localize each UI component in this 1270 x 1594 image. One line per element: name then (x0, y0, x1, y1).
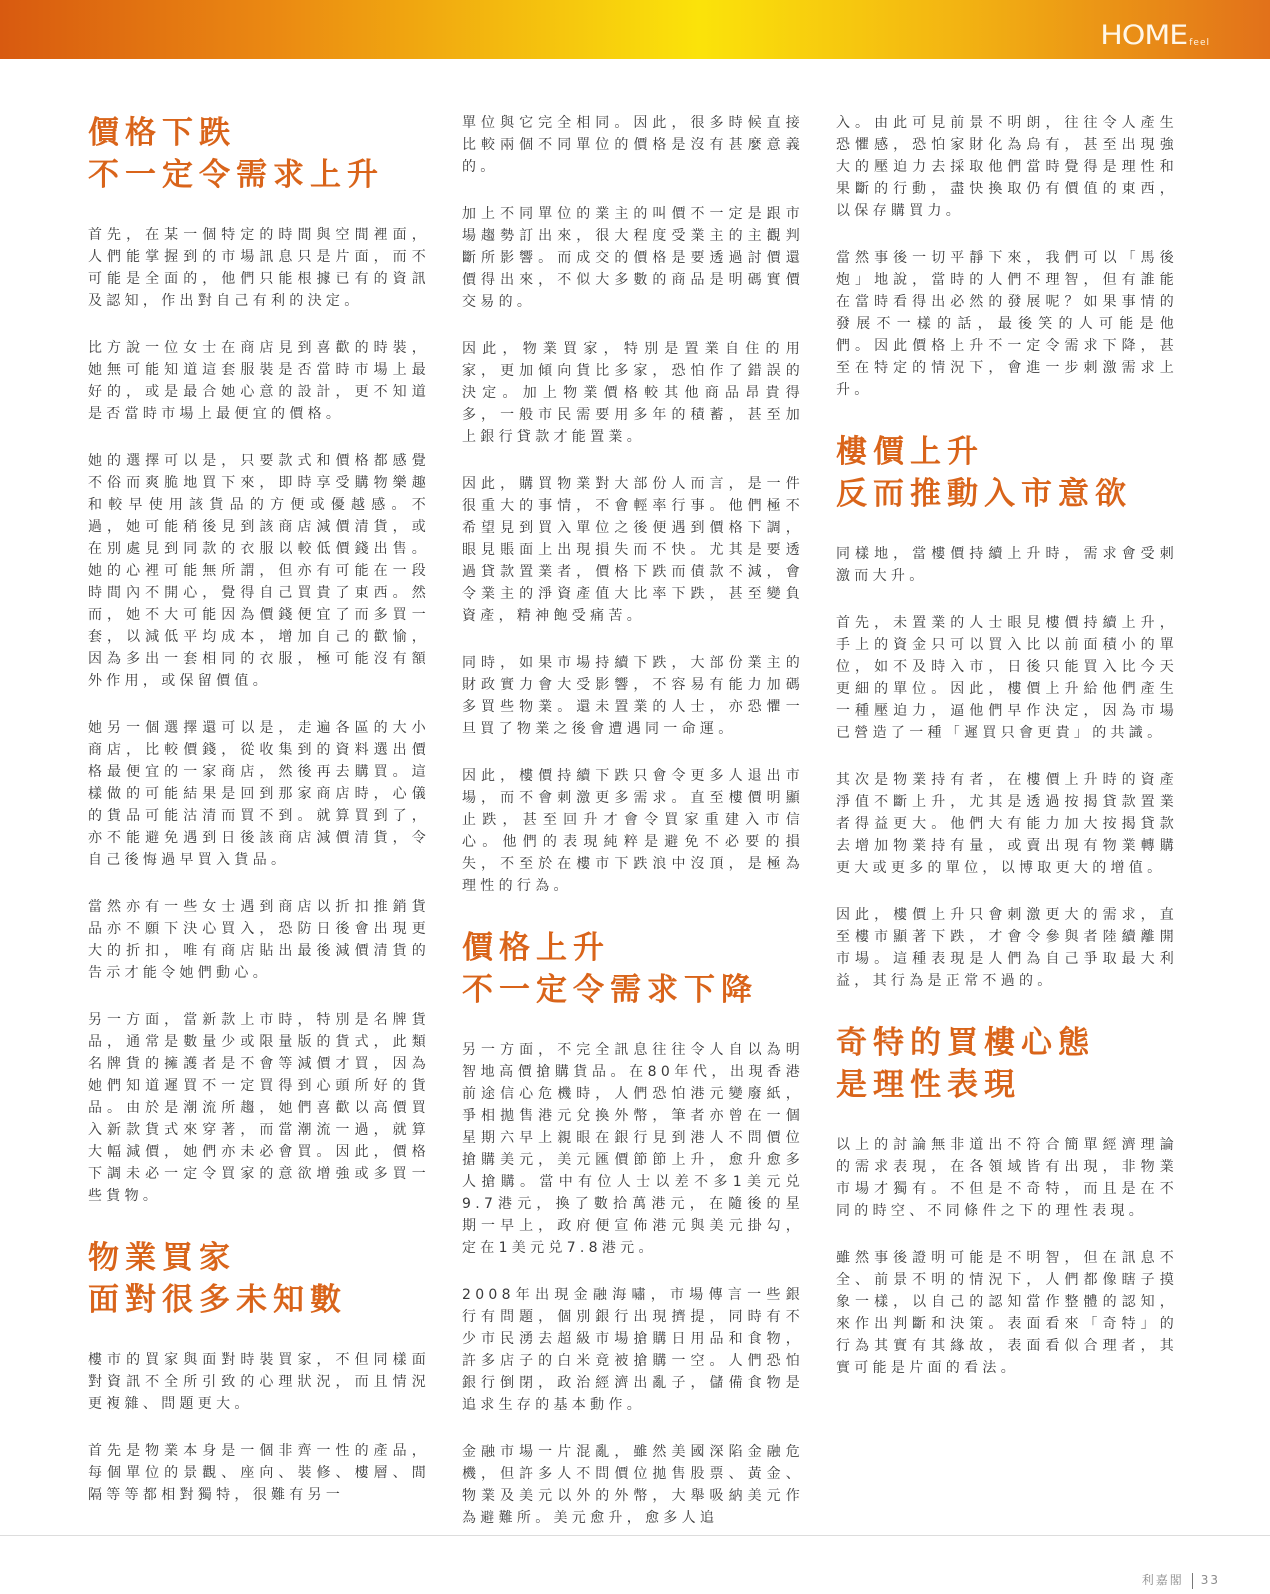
paragraph: 首先，在某一個特定的時間與空間裡面，人們能掌握到的市場訊息只是片面，而不可能是全面的，他們只能根據已有的資訊及認知，作出對自己有利的決定。 (88, 227, 430, 309)
logo-main-text: HOME (1100, 19, 1188, 52)
paragraph: 因此，物業買家，特別是置業自住的用家，更加傾向貨比多家，恐怕作了錯誤的決定。加上物業價格較其他商品昂貴得多，一般市民需要用多年的積蓄，甚至加上銀行貸款才能置業。 (462, 341, 804, 445)
paragraph: 樓市的買家與面對時裝買家，不但同樣面對資訊不全所引致的心理狀況，而且情況更複雜、問題更大。 (88, 1352, 430, 1412)
paragraph: 單位與它完全相同。因此，很多時候直接比較兩個不同單位的價格是沒有甚麼意義的。 (462, 115, 804, 175)
section-heading-property-buyers (88, 1237, 430, 1321)
heading-line: 是理性表現 (836, 1067, 1021, 1103)
paragraph: 入。由此可見前景不明朗，往往令人產生恐懼感，恐怕家財化為烏有，甚至出現強大的壓迫力去採取他們當時覺得是理性和果斷的行動，盡快換取仍有價值的東西，以保存購買力。 (836, 115, 1178, 219)
article-column-3 (836, 112, 1178, 1404)
paragraph: 首先，未置業的人士眼見樓價持續上升，手上的資金只可以買入比以前面積小的單位，如不及時入市，日後只能買入比今天更細的單位。因此，樓價上升給他們產生一種壓迫力，逼他們早作決定，因為市場已營造了一種「遲買只會更貴」的共識。 (836, 615, 1178, 741)
section-heading-rising-prices (836, 431, 1178, 515)
magazine-logo (1100, 18, 1210, 53)
paragraph: 首先是物業本身是一個非齊一性的產品，每個單位的景觀、座向、裝修、樓層、間隔等等都相對獨特，很難有另一 (88, 1443, 430, 1503)
publication-name: 利嘉閣 (1141, 1573, 1184, 1587)
header-bar (0, 0, 1270, 59)
heading-line: 價格下跌 (88, 115, 236, 151)
heading-line: 不一定令需求上升 (88, 157, 384, 193)
paragraph: 當然事後一切平靜下來，我們可以「馬後炮」地說，當時的人們不理智，但有誰能在當時看得出必然的發展呢？如果事情的發展不一樣的話，最後笑的人可能是他們。因此價格上升不一定令需求下降，甚至在特定的情況下，會進一步刺激需求上升。 (836, 250, 1178, 398)
heading-line: 樓價上升 (836, 434, 984, 470)
paragraph: 同時，如果市場持續下跌，大部份業主的財政實力會大受影響，不容易有能力加碼多買些物業。還未置業的人士，亦恐懼一旦買了物業之後會遭遇同一命運。 (462, 655, 804, 737)
heading-line: 價格上升 (462, 930, 610, 966)
page-number: 33 (1200, 1573, 1220, 1587)
paragraph: 以上的討論無非道出不符合簡單經濟理論的需求表現，在各領域皆有出現，非物業市場才獨有。不但是不奇特，而且是在不同的時空、不同條件之下的理性表現。 (836, 1137, 1178, 1219)
heading-line: 不一定令需求下降 (462, 972, 758, 1008)
paragraph: 比方說一位女士在商店見到喜歡的時裝，她無可能知道這套服裝是否當時市場上最好的，或是最合她心意的設計，更不知道是否當時市場上最便宜的價格。 (88, 340, 430, 422)
paragraph: 其次是物業持有者，在樓價上升時的資產淨值不斷上升，尤其是透過按揭貸款置業者得益更大。他們大有能力加大按揭貸款去增加物業持有量，或賣出現有物業轉購更大或更多的單位，以博取更大的增值。 (836, 772, 1178, 876)
paragraph: 另一方面，不完全訊息往往令人自以為明智地高價搶購貨品。在80年代，出現香港前途信心危機時，人們恐怕港元變廢紙，爭相拋售港元兌換外幣，筆者亦曾在一個星期六早上親眼在銀行見到港人不問價位搶購美元，美元匯價節節上升，愈升愈多人搶購。當中有位人士以差不多1美元兑9.7港元，換了數拾萬港元，在隨後的星期一早上，政府便宣佈港元與美元掛勾，定在1美元兑7.8港元。 (462, 1042, 804, 1256)
logo-sub-text: feel (1189, 38, 1210, 48)
heading-line: 物業買家 (88, 1240, 236, 1276)
article-column-1 (88, 112, 430, 1531)
paragraph: 雖然事後證明可能是不明智，但在訊息不全、前景不明的情況下，人們都像瞎子摸象一樣，以自己的認知當作整體的認知，來作出判斷和決策。表面看來「奇特」的行為其實有其緣故，表面看似合理者，其實可能是片面的看法。 (836, 1250, 1178, 1376)
footer-separator (1192, 1573, 1193, 1589)
article-column-2 (462, 112, 804, 1554)
paragraph: 加上不同單位的業主的叫價不一定是跟市場趨勢訂出來，很大程度受業主的主觀判斷所影響。而成交的價格是要透過討價還價得出來，不似大多數的商品是明碼實價交易的。 (462, 206, 804, 310)
paragraph: 當然亦有一些女士遇到商店以折扣推銷貨品亦不願下決心買入，恐防日後會出現更大的折扣，唯有商店貼出最後減價清貨的告示才能令她們動心。 (88, 899, 430, 981)
paragraph: 同樣地，當樓價持續上升時，需求會受刺激而大升。 (836, 546, 1178, 584)
paragraph: 因此，樓價持續下跌只會令更多人退出市場，而不會刺激更多需求。直至樓價明顯止跌，甚至回升才會令買家重建入市信心。他們的表現純粹是避免不必要的損失，不至於在樓市下跌浪中沒頂，是極為理性的行為。 (462, 768, 804, 894)
section-heading-price-rise (462, 927, 804, 1011)
heading-line: 奇特的買樓心態 (836, 1025, 1095, 1061)
paragraph: 2008年出現金融海嘯，市場傳言一些銀行有問題，個別銀行出現擠提，同時有不少市民湧去超級市場搶購日用品和食物，許多店子的白米竟被搶購一空。人們恐怕銀行倒閉，政治經濟出亂子，儲備食物是追求生存的基本動作。 (462, 1287, 804, 1413)
footer-divider (0, 1535, 1270, 1536)
paragraph: 另一方面，當新款上市時，特別是名牌貨品，通常是數量少或限量版的貨式，此類名牌貨的擁護者是不會等減價才買，因為她們知道遲買不一定買得到心頭所好的貨品。由於是潮流所趨，她們喜歡以高價買入新款貨式來穿著，而當潮流一過，就算大幅減價，她們亦未必會買。因此，價格下調未必一定令買家的意欲增強或多買一些貨物。 (88, 1012, 430, 1204)
paragraph: 她另一個選擇還可以是，走遍各區的大小商店，比較價錢，從收集到的資料選出價格最便宜的一家商店，然後再去購買。這樣做的可能結果是回到那家商店時，心儀的貨品可能沽清而買不到。就算買到了，亦不能避免遇到日後該商店減價清貨，令自己後悔過早買入貨品。 (88, 720, 430, 868)
paragraph: 她的選擇可以是，只要款式和價格都感覺不俗而爽脆地買下來，即時享受購物樂趣和較早使用該貨品的方便或優越感。不過，她可能稍後見到該商店減價清貨，或在別處見到同款的衣服以較低價錢出售。她的心裡可能無所謂，但亦有可能在一段時間內不開心，覺得自己買貴了東西。然而，她不大可能因為價錢便宜了而多買一套，以減低平均成本，增加自己的歡愉，因為多出一套相同的衣服，極可能沒有額外作用，或保留價值。 (88, 453, 430, 689)
paragraph: 金融市場一片混亂，雖然美國深陷金融危機，但許多人不問價位拋售股票、黃金、物業及美元以外的外幣，大舉吸納美元作為避難所。美元愈升，愈多人追 (462, 1444, 804, 1526)
heading-line: 面對很多未知數 (88, 1282, 347, 1318)
heading-line: 反而推動入市意欲 (836, 476, 1132, 512)
paragraph: 因此，樓價上升只會刺激更大的需求，直至樓市顯著下跌，才會令參與者陸續離開市場。這種表現是人們為自己爭取最大利益，其行為是正常不過的。 (836, 907, 1178, 989)
page-footer (1142, 1571, 1220, 1589)
section-heading-price-fall (88, 112, 430, 196)
paragraph: 因此，購買物業對大部份人而言，是一件很重大的事情，不會輕率行事。他們極不希望見到買入單位之後便遇到價格下調，眼見賬面上出現損失而不快。尤其是要透過貸款置業者，價格下跌而債款不減，會令業主的淨資產值大比率下跌，甚至變負資產，精神飽受痛苦。 (462, 476, 804, 624)
section-heading-buyer-mentality (836, 1022, 1178, 1106)
